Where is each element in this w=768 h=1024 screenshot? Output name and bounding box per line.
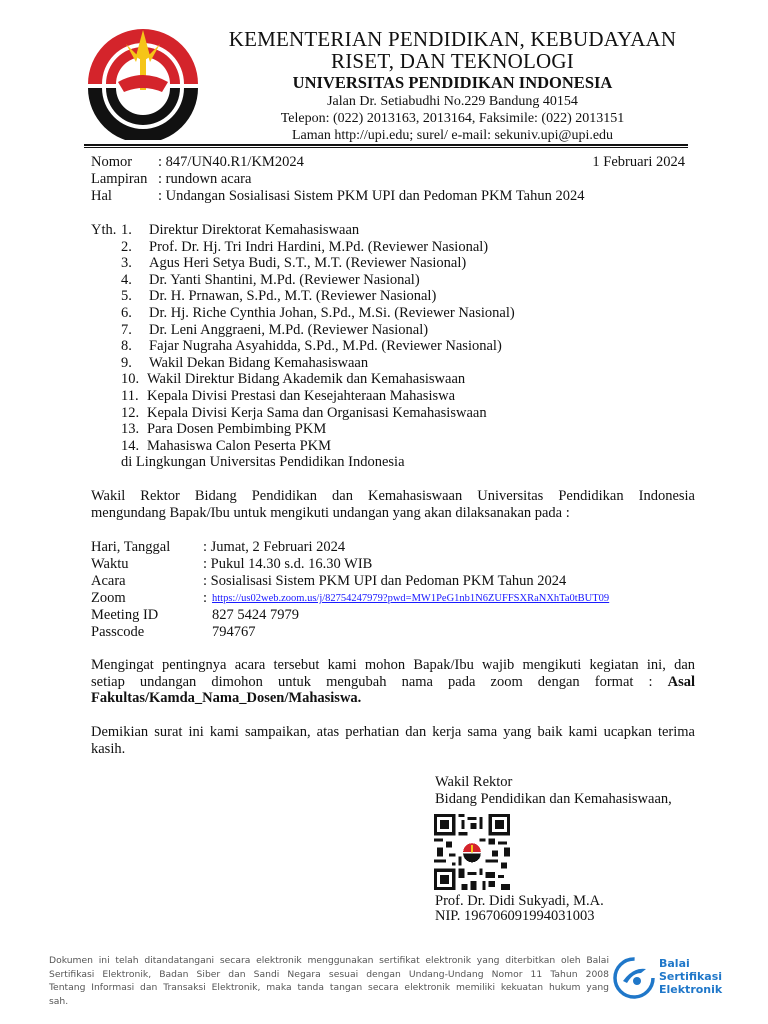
list-item: Kepala Divisi Kerja Sama dan Organisasi Kemahasiswaan [147,404,487,421]
signatory-title-2: Bidang Pendidikan dan Kemahasiswaan, [435,791,672,807]
list-item-number: 10. [121,371,140,388]
signatory-name: Prof. Dr. Didi Sukyadi, M.A. [435,893,604,909]
meeting-id-value: 827 5424 7979 [212,607,299,623]
bse-line-1: Balai [659,957,690,970]
list-item-number: 6. [121,304,132,321]
list-item: Agus Heri Setya Budi, S.T., M.T. (Reviewer Nasional) [149,255,467,272]
header-rule-thin [84,147,688,148]
list-item-number: 2. [121,238,132,255]
list-item: Fajar Nugraha Asyahidda, S.Pd., M.Pd. (Reviewer Nasional) [149,338,502,355]
list-item: Dr. Leni Anggraeni, M.Pd. (Reviewer Nasional) [149,321,429,338]
nomor-value: : 847/UN40.R1/KM2024 [158,154,304,170]
upi-logo-icon [78,22,208,140]
list-item-number: 9. [121,354,132,371]
e-signature-notice [49,954,609,1008]
zoom-link[interactable]: https://us02web.zoom.us/j/82754247979?pwd=MW1PeG1nb1N6ZUFFSXRaNXhTa0tBUT09 [212,593,610,604]
phone: Telepon: (022) 2013163, 2013164, Faksimile: (022) 2013151 [280,111,625,126]
passcode-label: Passcode [91,624,145,640]
intro-line-1: Wakil Rektor Bidang Pendidikan dan Kemahasiswaan Universitas Pendidikan Indonesia [91,488,695,504]
list-item-number: 8. [121,338,132,355]
list-item: Para Dosen Pembimbing PKM [147,421,327,438]
list-item: Wakil Direktur Bidang Akademik dan Kemahasiswaan [147,371,466,388]
list-item: Wakil Dekan Bidang Kemahasiswaan [149,354,369,371]
closing-line-1: Demikian surat ini kami sampaikan, atas perhatian dan kerja sama yang baik kami ucapkan terima [91,724,695,740]
list-item-number: 3. [121,255,132,272]
notice-line-4: sah. [49,995,69,1007]
list-item-number: 12. [121,404,140,421]
ministry-line-2: RISET, DAN TEKNOLOGI [331,49,574,73]
body-paragraph-1 [91,657,695,707]
list-item-number: 4. [121,271,132,288]
list-item: Dr. Yanti Shantini, M.Pd. (Reviewer Nasional) [149,271,420,288]
list-item-number: 1. [121,222,132,238]
bse-line-2: Sertifikasi [659,970,723,983]
acara-label: Acara [91,573,126,589]
list-item: Dr. Hj. Riche Cynthia Johan, S.Pd., M.Si. (Reviewer Nasional) [149,304,515,321]
qr-code-icon [434,814,510,890]
list-item: Dr. H. Prnawan, S.Pd., M.T. (Reviewer Nasional) [149,288,437,305]
list-item-number: 11. [121,387,139,404]
list-item: Direktur Direktorat Kemahasiswaan [149,222,360,238]
passcode-value: 794767 [212,624,256,640]
body-line-1: Mengingat pentingnya acara tersebut kami mohon Bapak/Ibu wajib mengikuti kegiatan ini, dan [91,657,695,673]
list-item: Kepala Divisi Prestasi dan Kesejahteraan Mahasiswa [147,387,456,404]
list-item: Mahasiswa Calon Peserta PKM [147,437,332,454]
list-item-number: 7. [121,321,132,338]
address: Jalan Dr. Setiabudhi No.229 Bandung 40154 [327,94,578,109]
closing-line-2: kasih. [91,740,126,757]
list-item-number: 5. [121,288,132,305]
yth-label: Yth. [91,222,117,238]
hari-value: : Jumat, 2 Februari 2024 [203,539,346,555]
intro-line-2: mengundang Bapak/Ibu untuk mengikuti undangan yang akan dilaksanakan pada : [91,504,570,521]
waktu-label: Waktu [91,556,129,572]
ministry-line-1: KEMENTERIAN PENDIDIKAN, KEBUDAYAAN [228,27,677,51]
format-label-start: Asal [667,673,695,690]
format-label-end: Fakultas/Kamda_Nama_Dosen/Mahasiswa. [91,690,362,707]
bse-brand [659,957,722,996]
letter-date: 1 Februari 2024 [592,154,685,170]
letterhead [215,28,690,144]
list-item-number: 14. [121,437,140,454]
meeting-id-label: Meeting ID [91,607,159,623]
recipient-closing: di Lingkungan Universitas Pendidikan Indonesia [121,454,405,471]
recipient-list [91,222,591,471]
notice-line-3: Tentang Informasi dan Transaksi Elektronik, maka tanda tangan secara elektronik memiliki kekuatan hukum yang [49,982,609,994]
nomor-label: Nomor [91,154,133,170]
notice-line-1: Dokumen ini telah ditandatangani secara elektronik menggunakan sertifikat elektronik yang diterbitkan oleh Balai [49,955,609,966]
list-item: Prof. Dr. Hj. Tri Indri Hardini, M.Pd. (Reviewer Nasional) [149,238,489,255]
hal-label: Hal [91,188,112,204]
header-rule-thick [84,144,688,146]
signatory-title-1: Wakil Rektor [435,774,513,790]
lampiran-value: : rundown acara [158,171,252,187]
bse-logo-icon [613,957,655,999]
waktu-value: : Pukul 14.30 s.d. 16.30 WIB [203,556,373,572]
list-item-number: 13. [121,421,140,438]
signatory-nip: NIP. 196706091994031003 [435,908,595,924]
web-email: Laman http://upi.edu; surel/ e-mail: sekuniv.upi@upi.edu [291,128,614,143]
body-line-2 [91,674,695,691]
zoom-colon: : [203,590,208,606]
body-line-2-text: setiap undangan dimohon untuk mengubah nama pada zoom dengan format : [91,673,668,690]
zoom-label: Zoom [91,590,126,606]
body-paragraph-2 [91,724,695,757]
acara-value: : Sosialisasi Sistem PKM UPI dan Pedoman PKM Tahun 2024 [203,573,567,589]
hari-label: Hari, Tanggal [91,539,171,555]
intro-paragraph [91,488,695,521]
hal-value: : Undangan Sosialisasi Sistem PKM UPI dan Pedoman PKM Tahun 2024 [158,188,585,204]
bse-line-3: Elektronik [659,983,723,996]
university-name: UNIVERSITAS PENDIDIKAN INDONESIA [292,73,613,92]
notice-line-2: Sertifikasi Elektronik, Badan Siber dan Sandi Negara sesuai dengan Undang-Undang Nomor 11 Tahun 2008 [49,968,609,980]
lampiran-label: Lampiran [91,171,148,187]
